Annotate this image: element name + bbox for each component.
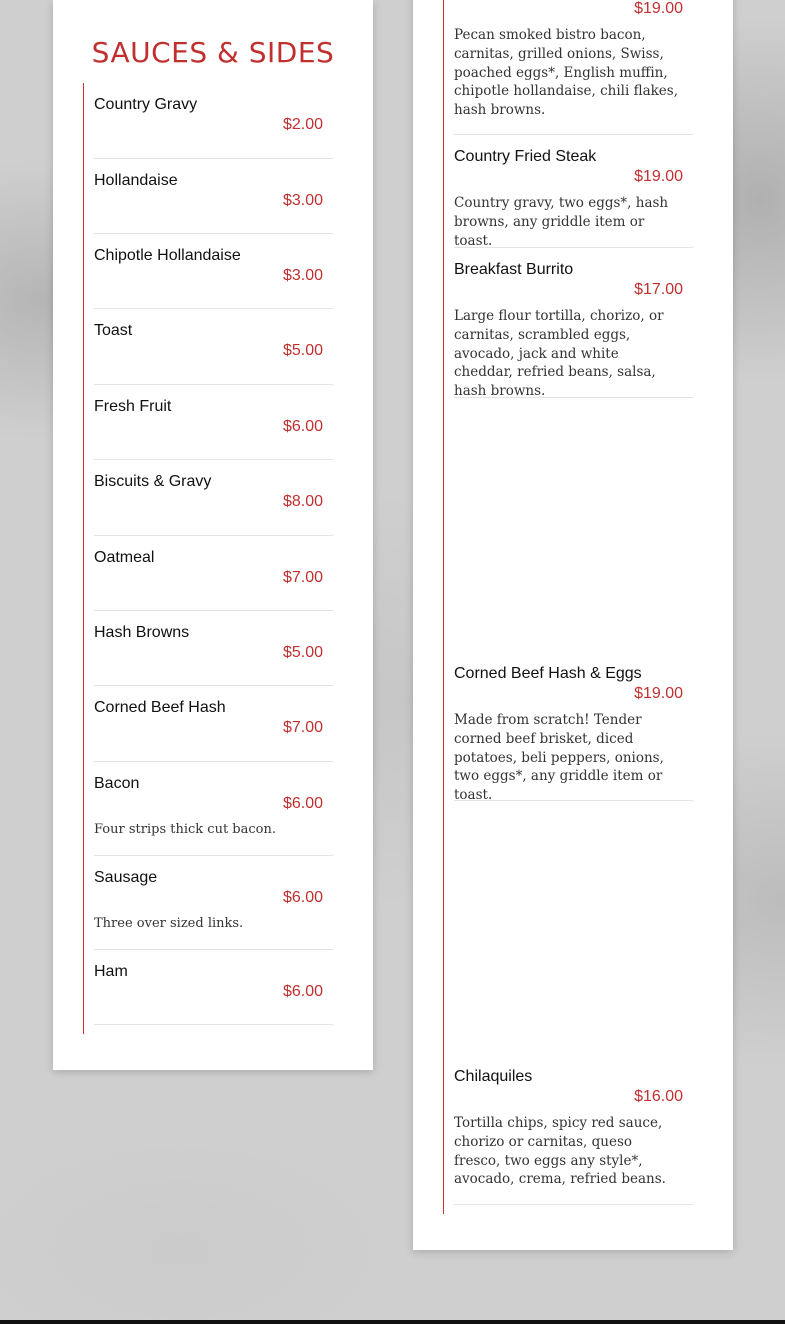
item-name: Sausage xyxy=(94,869,158,886)
menu-item-hollandaise xyxy=(94,172,333,234)
menu-item-biscuits-gravy xyxy=(94,473,333,536)
item-description: Country gravy, two eggs*, hash browns, any griddle item or toast. xyxy=(454,195,669,249)
menu-item-top-entree xyxy=(454,0,693,135)
item-description: Large flour tortilla, chorizo, or carnitas, scrambled eggs, avocado, jack and white cheddar, refried beans, salsa, hash browns. xyxy=(454,308,664,400)
item-name: Chilaquiles xyxy=(454,1068,533,1085)
menu-item-country-fried-steak xyxy=(454,148,693,248)
menu-item-corned-beef-hash-eggs xyxy=(454,665,693,804)
menu-item-corned-beef-hash xyxy=(94,699,333,762)
menu-item-toast xyxy=(94,322,333,385)
item-price: $5.00 xyxy=(282,342,323,359)
section-rule xyxy=(443,0,444,1214)
breakfast-entrees-card xyxy=(413,0,733,1250)
item-price: $19.00 xyxy=(634,168,683,185)
item-price: $2.00 xyxy=(282,116,323,133)
menu-item-hash-browns xyxy=(94,624,333,686)
item-name: Hash Browns xyxy=(94,624,190,641)
item-name: Hollandaise xyxy=(94,172,178,189)
item-price: $3.00 xyxy=(282,192,323,209)
item-price: $6.00 xyxy=(282,983,323,1000)
item-name: Breakfast Burrito xyxy=(454,261,574,278)
footer-edge xyxy=(0,1320,785,1324)
sauces-sides-card xyxy=(53,0,373,1070)
item-name: Country Fried Steak xyxy=(454,148,597,165)
item-price: $3.00 xyxy=(282,267,323,284)
item-name: Toast xyxy=(94,322,133,339)
item-price: $19.00 xyxy=(634,0,683,17)
menu-item-chipotle-hollandaise xyxy=(94,247,333,309)
item-description: Pecan smoked bistro bacon, carnitas, grilled onions, Swiss, poached eggs*, English muffin, chipotle hollandaise, chili flakes, hash browns. xyxy=(454,27,679,119)
menu-item-sausage xyxy=(94,869,333,950)
item-name: Fresh Fruit xyxy=(94,398,172,415)
menu-item-bacon xyxy=(94,775,333,856)
item-description: Made from scratch! Tender corned beef brisket, diced potatoes, beli peppers, onions, two eggs*, any griddle item or toast. xyxy=(454,712,664,804)
item-name: Bacon xyxy=(94,775,140,792)
item-price: $17.00 xyxy=(634,281,683,298)
item-name: Biscuits & Gravy xyxy=(94,473,212,490)
item-description: Three over sized links. xyxy=(94,916,244,931)
menu-item-country-gravy xyxy=(94,96,333,159)
item-name: Country Gravy xyxy=(94,96,198,113)
section-title: SAUCES & SIDES xyxy=(91,36,335,69)
item-price: $7.00 xyxy=(282,569,323,586)
section-rule xyxy=(83,83,84,1034)
menu-item-breakfast-burrito xyxy=(454,261,693,398)
item-name: Chipotle Hollandaise xyxy=(94,247,241,264)
item-price: $6.00 xyxy=(282,795,323,812)
menu-item-oatmeal xyxy=(94,549,333,611)
item-price: $6.00 xyxy=(282,418,323,435)
menu-item-fresh-fruit xyxy=(94,398,333,460)
item-description: Four strips thick cut bacon. xyxy=(94,822,276,837)
item-price: $19.00 xyxy=(634,685,683,702)
item-price: $5.00 xyxy=(282,644,323,661)
item-name: Ham xyxy=(94,963,128,980)
item-name: Oatmeal xyxy=(94,549,155,566)
menu-item-ham xyxy=(94,963,333,1025)
item-price: $7.00 xyxy=(282,719,323,736)
item-price: $8.00 xyxy=(282,493,323,510)
menu-item-chilaquiles xyxy=(454,1068,693,1205)
item-name: Corned Beef Hash xyxy=(94,699,226,716)
item-description: Tortilla chips, spicy red sauce, chorizo or carnitas, queso fresco, two eggs any style*, avocado, crema, refried beans. xyxy=(454,1115,666,1188)
item-price: $16.00 xyxy=(634,1088,683,1105)
item-name: Corned Beef Hash & Eggs xyxy=(454,665,642,682)
item-price: $6.00 xyxy=(282,889,323,906)
